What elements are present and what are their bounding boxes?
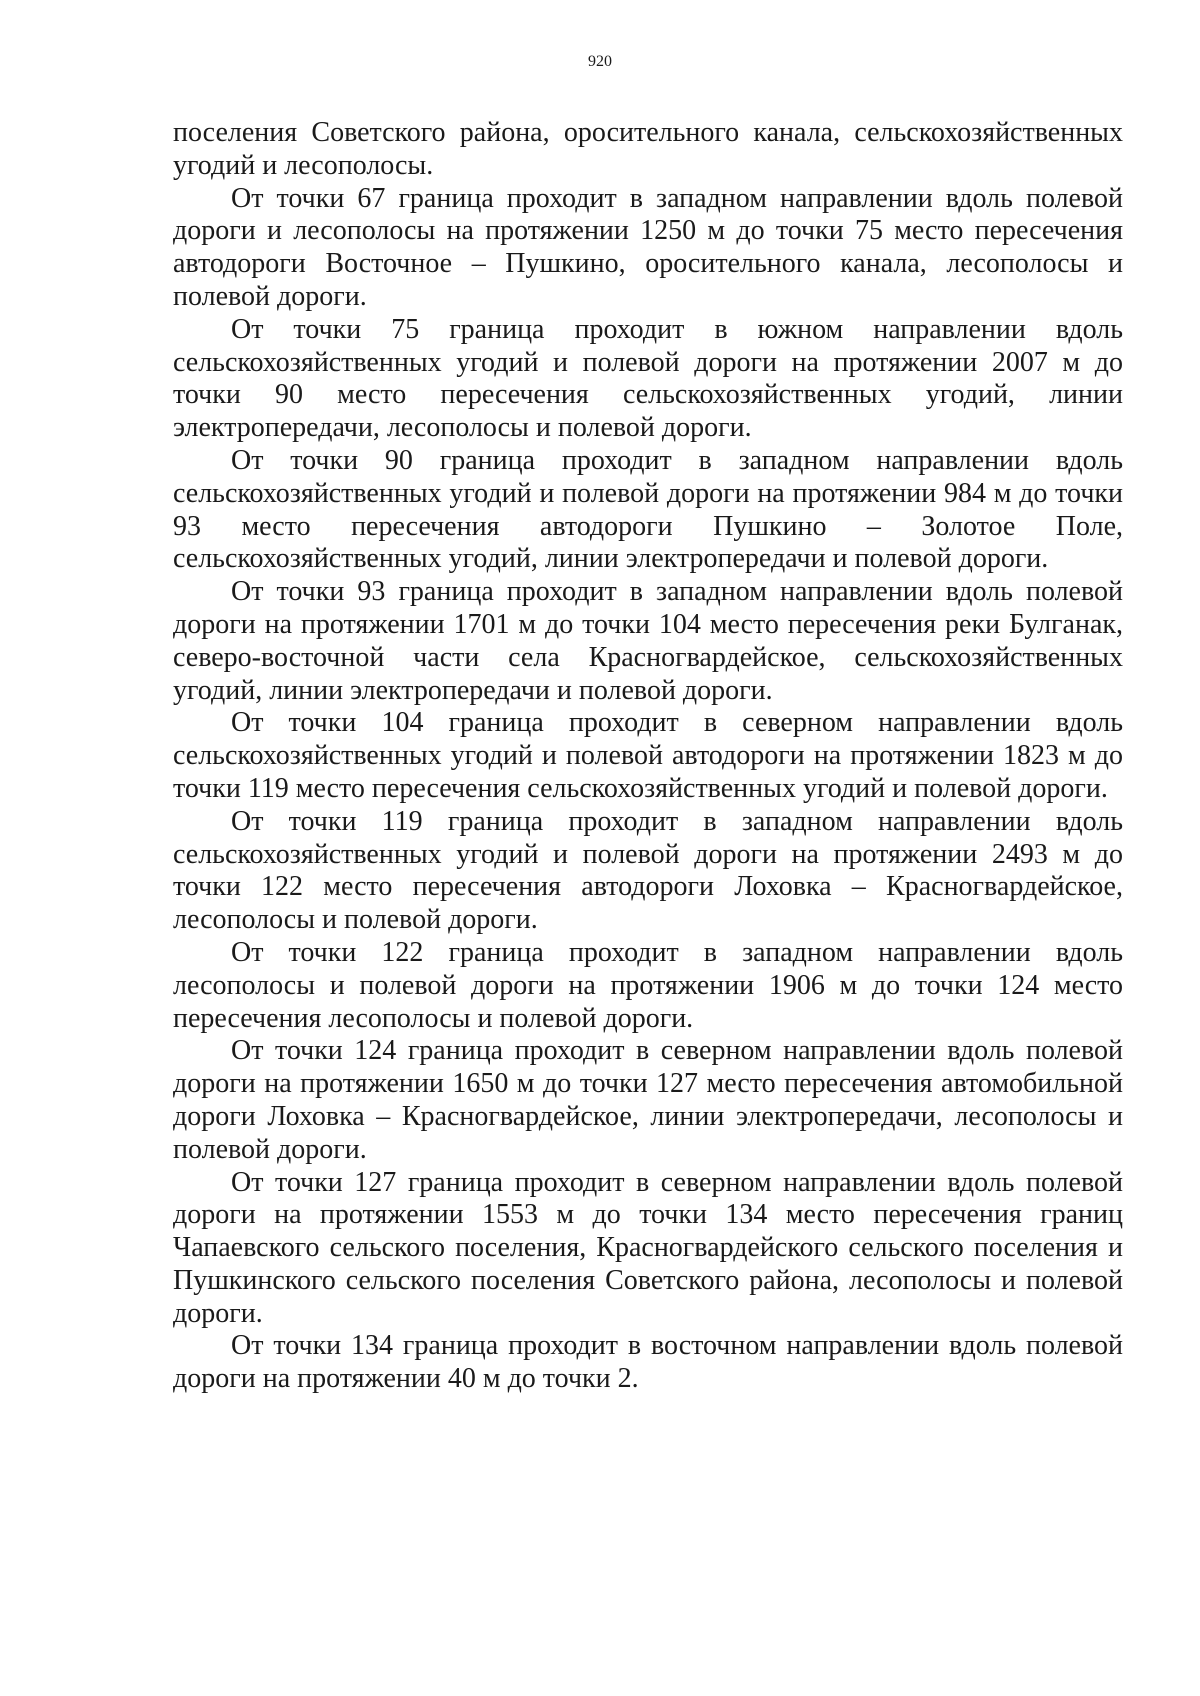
paragraph: От точки 90 граница проходит в западном направлении вдоль сельскохозяйственных угодий и полевой дороги на протяжении 984 м до точки 93 место пересечения автодороги Пушкино – Золотое Поле, сельскохозяйственных угодий, линии электропередачи и полевой дороги. [173, 444, 1123, 575]
paragraph: От точки 119 граница проходит в западном направлении вдоль сельскохозяйственных угодий и полевой дороги на протяжении 2493 м до точки 122 место пересечения автодороги Лоховка – Красногвардейское, лесополосы и полевой дороги. [173, 805, 1123, 936]
paragraph: От точки 134 граница проходит в восточном направлении вдоль полевой дороги на протяжении 40 м до точки 2. [173, 1330, 1123, 1395]
paragraph: поселения Советского района, оросительного канала, сельскохозяйственных угодий и лесополосы. [173, 117, 1123, 181]
page-number: 920 [588, 53, 612, 70]
paragraph: От точки 104 граница проходит в северном направлении вдоль сельскохозяйственных угодий и полевой автодороги на протяжении 1823 м до точки 119 место пересечения сельскохозяйственных угодий и полевой дороги. [173, 707, 1123, 804]
paragraph: От точки 122 граница проходит в западном направлении вдоль лесополосы и полевой дороги на протяжении 1906 м до точки 124 место пересечения лесополосы и полевой дороги. [173, 936, 1123, 1034]
paragraph: От точки 75 граница проходит в южном направлении вдоль сельскохозяйственных угодий и полевой дороги на протяжении 2007 м до точки 90 место пересечения сельскохозяйственных угодий, линии электропередачи, лесополосы и полевой дороги. [173, 313, 1123, 444]
paragraph: От точки 127 граница проходит в северном направлении вдоль полевой дороги на протяжении 1553 м до точки 134 место пересечения границ Чапаевского сельского поселения, Красногвардейского сельского поселения и Пушкинского сельского поселения Советского района, лесополосы и полевой дороги. [173, 1166, 1123, 1329]
paragraph: От точки 124 граница проходит в северном направлении вдоль полевой дороги на протяжении 1650 м до точки 127 место пересечения автомобильной дороги Лоховка – Красногвардейское, линии электропередачи, лесополосы и полевой дороги. [173, 1035, 1123, 1165]
paragraph: От точки 67 граница проходит в западном направлении вдоль полевой дороги и лесополосы на протяжении 1250 м до точки 75 место пересечения автодороги Восточное – Пушкино, оросительного канала, лесополосы и полевой дороги. [173, 182, 1123, 312]
paragraph: От точки 93 граница проходит в западном направлении вдоль полевой дороги на протяжении 1701 м до точки 104 место пересечения реки Булганак, северо-восточной части села Красногвардейское, сельскохозяйственных угодий, линии электропередачи и полевой дороги. [173, 576, 1123, 706]
document-body [173, 117, 1123, 1396]
